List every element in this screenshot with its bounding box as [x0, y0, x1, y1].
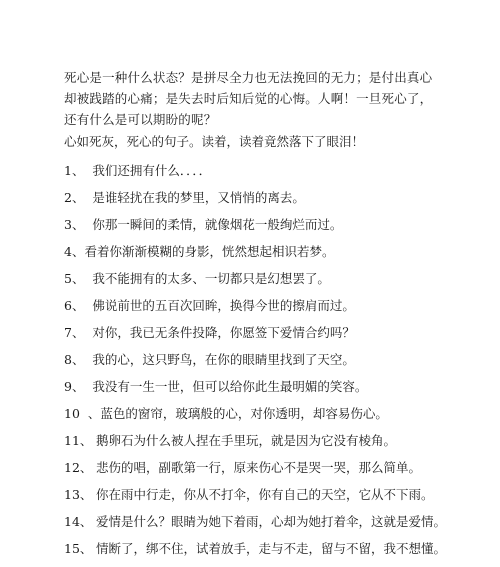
list-item: [64, 216, 464, 243]
list-item: [64, 432, 464, 459]
item-number: 10: [64, 406, 80, 421]
item-number: 6、: [64, 298, 85, 313]
item-number: 3、: [64, 217, 85, 232]
item-text: 我的心，这只野鸟，在你的眼睛里找到了天空。: [92, 352, 355, 367]
item-text: 情断了，绑不住，试着放手，走与不走，留与不留，我不想懂。: [96, 541, 447, 556]
item-text: 我们还拥有什么．．．．: [92, 163, 212, 178]
intro-paragraph: 死心是一种什么状态？是拼尽全力也无法挽回的无力；是付出真心却被践踏的心痛；是失去时后知后觉的心悔。人啊！一旦死心了，还有什么是可以期盼的呢？: [64, 70, 433, 127]
list-item: [64, 459, 464, 486]
item-number: 9、: [64, 379, 85, 394]
item-number: 1、: [64, 163, 85, 178]
item-number: 15、: [64, 541, 93, 556]
item-text: 鹅卵石为什么被人捏在手里玩，就是因为它没有棱角。: [96, 433, 397, 448]
list-item: [64, 297, 464, 324]
quote-list: [64, 162, 464, 567]
list-item: [64, 189, 464, 216]
list-item: [64, 513, 464, 540]
item-text: 对你，我已无条件投降，你愿签下爱情合约吗？: [92, 325, 355, 340]
item-text: 我不能拥有的太多、一切都只是幻想罢了。: [92, 271, 330, 286]
list-item: [64, 351, 464, 378]
item-number: 7、: [64, 325, 85, 340]
list-item: [64, 270, 464, 297]
item-text: 看着你渐渐模糊的身影，恍然想起相识若梦。: [84, 244, 335, 259]
list-item: [64, 243, 464, 270]
item-number: 5、: [64, 271, 85, 286]
item-number: 2、: [64, 190, 85, 205]
item-number: 13、: [64, 487, 93, 502]
list-item: [64, 162, 464, 189]
item-text: 、蓝色的窗帘，玻璃般的心，对你透明，却容易伤心。: [87, 406, 388, 421]
item-text: 是谁轻扰在我的梦里，又悄悄的离去。: [92, 190, 305, 205]
subheading: 心如死灰，死心的句子。读着，读着竟然落下了眼泪！: [64, 134, 365, 149]
item-text: 你在雨中行走，你从不打伞，你有自己的天空，它从不下雨。: [96, 487, 434, 502]
item-text: 爱情是什么？眼睛为她下着雨，心却为她打着伞，这就是爱情。: [96, 514, 447, 529]
item-text: 悲伤的唱，副歌第一行，原来伤心不是哭一哭，那么简单。: [96, 460, 422, 475]
list-item: [64, 378, 464, 405]
list-item: [64, 486, 464, 513]
item-text: 佛说前世的五百次回眸，换得今世的擦肩而过。: [92, 298, 355, 313]
item-text: 我没有一生一世，但可以给你此生最明媚的笑容。: [92, 379, 368, 394]
item-number: 12、: [64, 460, 93, 475]
item-number: 11、: [64, 433, 93, 448]
list-item: [64, 540, 464, 567]
list-item: [64, 405, 464, 432]
list-item: [64, 324, 464, 351]
item-number: 8、: [64, 352, 85, 367]
item-number: 14、: [64, 514, 93, 529]
item-text: 你那一瞬间的柔情，就像烟花一般绚烂而过。: [92, 217, 343, 232]
item-number: 4、: [64, 244, 85, 259]
